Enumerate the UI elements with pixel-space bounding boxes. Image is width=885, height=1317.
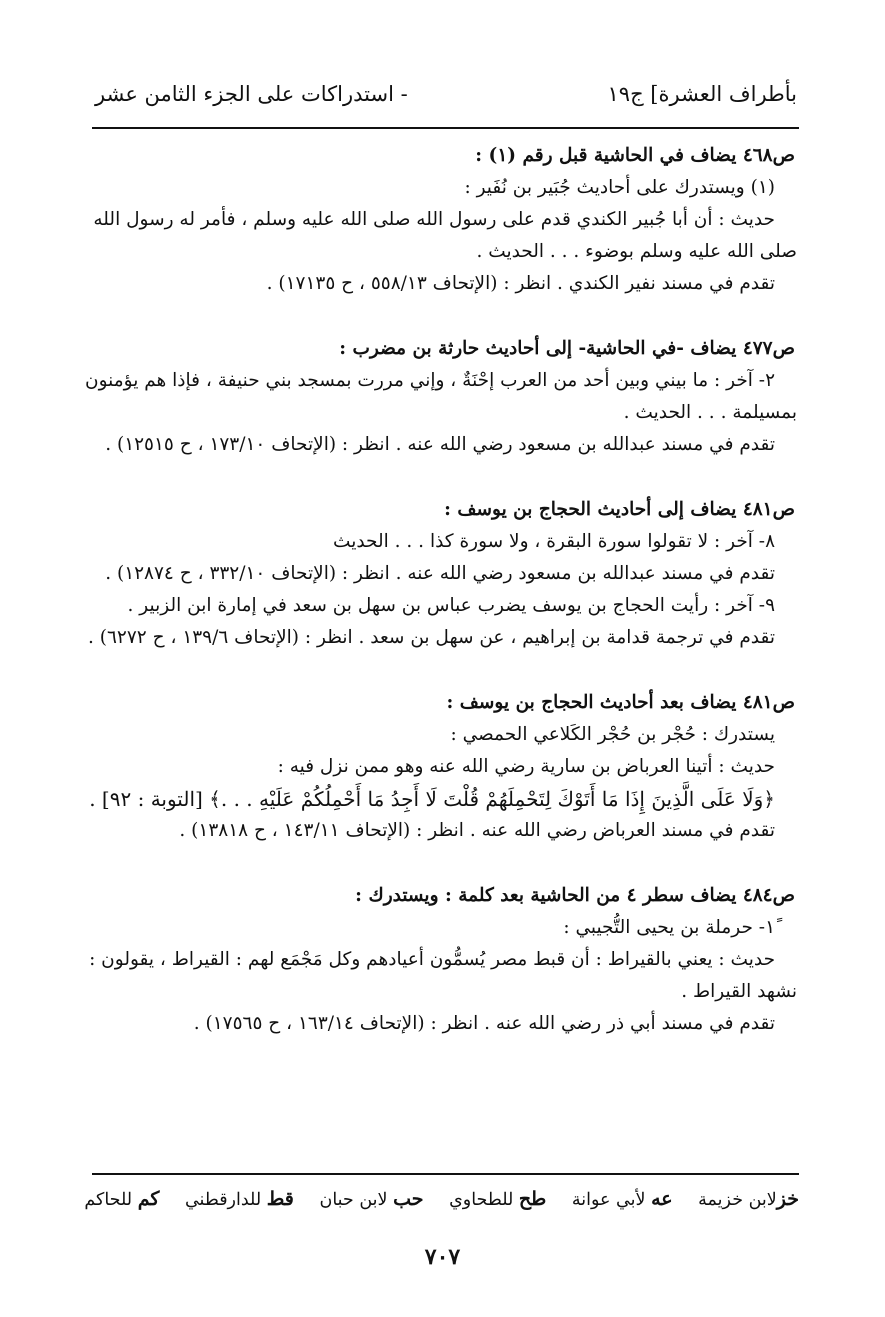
section-heading: ص٤٨٤ يضاف سطر ٤ من الحاشية بعد كلمة : ويستدرك : bbox=[355, 885, 795, 906]
header-book-title: بأطراف العشرة] ج١٩ bbox=[607, 82, 797, 106]
section-481-b bbox=[90, 687, 797, 847]
text-line: ٢- آخر : ما بيني وبين أحد من العرب إحْنَةٌ ، وإني مررت بمسجد بني حنيفة ، فإذا هم يؤمنون bbox=[85, 370, 775, 391]
text-line: حديث : أن أبا جُبير الكندي قدم على رسول الله صلى الله عليه وسلم ، فأمر له رسول الله bbox=[93, 209, 775, 230]
abbr-meaning: لابن حبان bbox=[319, 1190, 388, 1210]
abbr-item bbox=[319, 1188, 423, 1210]
text-line: تقدم في ترجمة قدامة بن إبراهيم ، عن سهل بن سعد . انظر : (الإتحاف ١٣٩/٦ ، ح ٦٢٧٢) . bbox=[88, 627, 775, 648]
footer-divider bbox=[92, 1173, 799, 1175]
section-heading: ص٤٧٧ يضاف -في الحاشية- إلى أحاديث حارثة بن مضرب : bbox=[339, 338, 795, 359]
quran-verse: ﴿وَلَا عَلَى الَّذِينَ إِذَا مَا أَتَوْكَ لِتَحْمِلَهُمْ قُلْتَ لَا أَجِدُ مَا أَحْمِلُكُمْ عَلَيْهِ . . .﴾ [التوبة : ٩٢] . bbox=[89, 787, 775, 811]
text-line: بمسيلمة . . . الحديث . bbox=[623, 402, 797, 423]
header-section-title: - استدراكات على الجزء الثامن عشر bbox=[95, 82, 408, 106]
abbr-code: عه bbox=[651, 1188, 673, 1210]
section-heading: ص٤٨١ يضاف بعد أحاديث الحجاج بن يوسف : bbox=[446, 692, 795, 713]
abbr-meaning: للطحاوي bbox=[449, 1190, 514, 1210]
section-484 bbox=[90, 880, 797, 1040]
section-heading: ص٤٦٨ يضاف في الحاشية قبل رقم (١) : bbox=[475, 145, 795, 166]
abbr-item bbox=[449, 1188, 546, 1210]
text-line: صلى الله عليه وسلم بوضوء . . . الحديث . bbox=[476, 241, 797, 262]
abbr-meaning: لابن خزيمة bbox=[698, 1190, 777, 1210]
text-line: تقدم في مسند عبدالله بن مسعود رضي الله عنه . انظر : (الإتحاف ١٧٣/١٠ ، ح ١٢٥١٥) . bbox=[105, 434, 775, 455]
abbr-code: طح bbox=[518, 1188, 547, 1210]
text-line: ١ً- حرملة بن يحيى التُّجيبي : bbox=[563, 917, 775, 938]
abbr-code: قط bbox=[266, 1188, 294, 1210]
section-481-a bbox=[90, 494, 797, 654]
text-line: ٩- آخر : رأيت الحجاج بن يوسف يضرب عباس بن سهل بن سعد في إمارة ابن الزبير . bbox=[127, 595, 775, 616]
text-line: ٨- آخر : لا تقولوا سورة البقرة ، ولا سورة كذا . . . الحديث bbox=[333, 531, 775, 552]
text-line: (١) ويستدرك على أحاديث جُبَير بن نُفَير : bbox=[464, 177, 775, 198]
text-line: تقدم في مسند نفير الكندي . انظر : (الإتحاف ٥٥٨/١٣ ، ح ١٧١٣٥) . bbox=[266, 273, 775, 294]
text-line: نشهد القيراط . bbox=[681, 981, 797, 1002]
section-heading: ص٤٨١ يضاف إلى أحاديث الحجاج بن يوسف : bbox=[444, 499, 795, 520]
abbr-item bbox=[572, 1188, 673, 1210]
abbreviation-key bbox=[86, 1188, 799, 1220]
section-477 bbox=[85, 333, 797, 461]
main-text bbox=[85, 140, 797, 1073]
text-line: حديث : أتينا العرباض بن سارية رضي الله عنه وهو ممن نزل فيه : bbox=[277, 756, 775, 777]
section-468 bbox=[90, 140, 797, 300]
abbr-item bbox=[698, 1188, 799, 1210]
abbr-item bbox=[84, 1188, 159, 1210]
header-divider bbox=[92, 127, 799, 129]
text-line: تقدم في مسند أبي ذر رضي الله عنه . انظر : (الإتحاف ١٦٣/١٤ ، ح ١٧٥٦٥) . bbox=[193, 1013, 775, 1034]
text-line: حديث : يعني بالقيراط : أن قبط مصر يُسمُّون أعيادهم وكل مَجْمَع لهم : القيراط ، يقولون : bbox=[89, 949, 775, 970]
abbr-meaning: لأبي عوانة bbox=[571, 1190, 646, 1210]
running-header bbox=[95, 82, 797, 118]
text-line: يستدرك : حُجْر بن حُجْر الكَلاعي الحمصي : bbox=[450, 724, 775, 745]
page-number: ٧٠٧ bbox=[424, 1244, 461, 1270]
abbr-code: كم bbox=[137, 1188, 160, 1210]
abbr-meaning: للحاكم bbox=[84, 1190, 133, 1210]
text-line: تقدم في مسند عبدالله بن مسعود رضي الله عنه . انظر : (الإتحاف ٣٣٢/١٠ ، ح ١٢٨٧٤) . bbox=[105, 563, 775, 584]
text-line: تقدم في مسند العرباض رضي الله عنه . انظر : (الإتحاف ١٤٣/١١ ، ح ١٣٨١٨) . bbox=[179, 820, 775, 841]
abbr-code: خز bbox=[776, 1188, 799, 1210]
abbr-code: حب bbox=[393, 1188, 424, 1210]
abbr-item bbox=[185, 1188, 294, 1210]
abbr-meaning: للدارقطني bbox=[184, 1190, 262, 1210]
